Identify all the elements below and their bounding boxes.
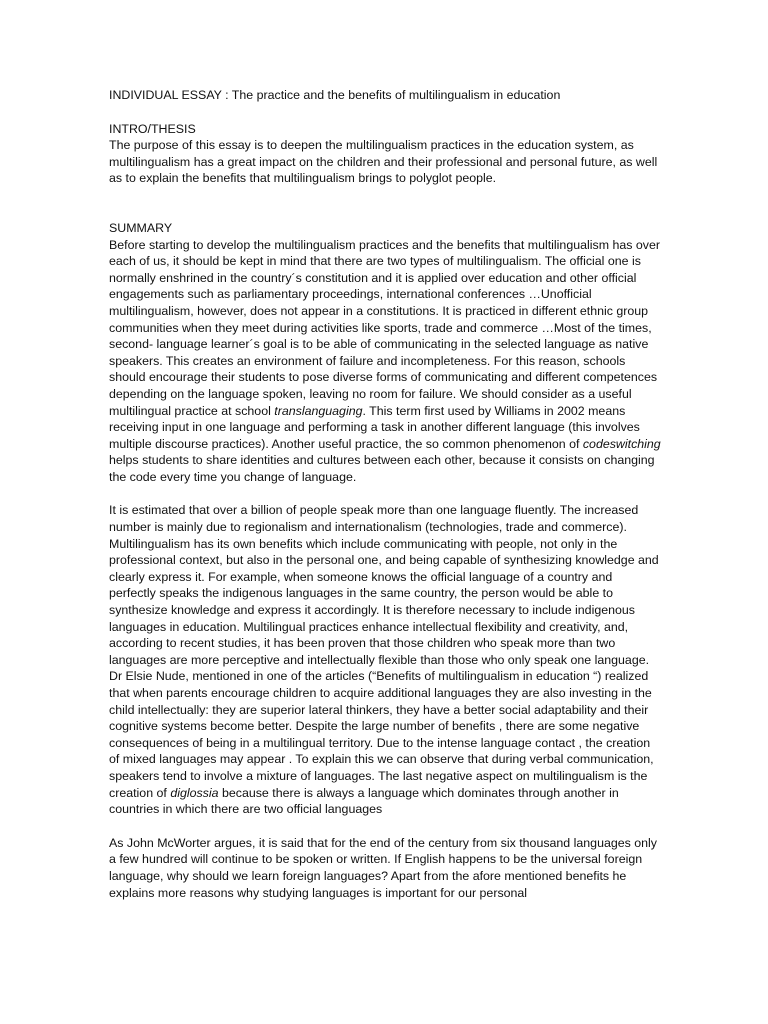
document-body <box>109 87 661 901</box>
term-codeswitching: codeswitching <box>582 436 661 451</box>
summary-paragraph-2 <box>109 502 661 817</box>
spacer <box>109 818 661 835</box>
essay-title: INDIVIDUAL ESSAY : The practice and the benefits of multilingualism in education <box>109 88 561 102</box>
paragraph-text: . This term first used by Williams in 2002 means receiving input in one language and performing a task in another different language (this involves multiple discourse practices). Another useful practice, the so common phenomenon of <box>109 403 640 451</box>
summary-paragraph-3: As John McWorter argues, it is said that for the end of the century from six thousand languages only a few hundred will continue to be spoken or written. If English happens to be the universal foreign language, why should we learn foreign languages? Apart from the afore mentioned benefits he explains more reasons why studying languages is important for our personal <box>109 835 658 900</box>
intro-heading: INTRO/THESIS <box>109 121 196 136</box>
spacer <box>109 485 661 502</box>
summary-paragraph-1 <box>109 237 661 486</box>
paragraph-text: because there is always a language which dominates through another in countries in which there are two official languages <box>109 785 619 817</box>
paragraph-text: It is estimated that over a billion of people speak more than one language fluently. The increased number is mainly due to regionalism and internationalism (technologies, trade and commerce). Multilingualism has its own benefits which include communicating with people, not only in the professional context, but also in the personal one, and being capable of synthesizing knowledge and clearly express it. For example, when someone knows the official language of a country and perfectly speaks the indigenous languages in the same country, the person would be able to synthesize knowledge and express it accordingly. It is therefore necessary to include indigenous languages in education. Multilingual practices enhance intellectual flexibility and creativity, and, according to recent studies, it has been proven that those children who speak more than two languages are more perceptive and intellectually flexible than those who only speak one language. Dr Elsie Nude, mentioned in one of the articles (“Benefits of multilingualism in education “) realized that when parents encourage children to acquire additional languages they are also investing in the child intellectually: they are superior lateral thinkers, they have a better social adaptability and their cognitive systems become better. Despite the large number of benefits , there are some negative consequences of being in a multilingual territory. Due to the intense language contact , the creation of mixed languages may appear . To explain this we can observe that during verbal communication, speakers tend to involve a mixture of languages. The last negative aspect on multilingualism is the creation of <box>109 503 659 800</box>
spacer <box>109 187 661 220</box>
summary-heading: SUMMARY <box>109 220 173 235</box>
paragraph-text: Before starting to develop the multilingualism practices and the benefits that multilingualism has over each of us, it should be kept in mind that there are two types of multilingualism. The official one is normally enshrined in the country´s constitution and it is applied over education and other official engagements such as parliamentary proceedings, international conferences …Unofficial multilingualism, however, does not appear in a constitutions. It is practiced in different ethnic group communities when they meet during activities like sports, trade and commerce …Most of the times, second- language learner´s goal is to be able of communicating in the selected language as native speakers. This creates an environment of failure and incompleteness. For this reason, schools should encourage their students to pose diverse forms of communicating and different competences depending on the language spoken, leaving no room for failure. We should consider as a useful multilingual practice at school <box>109 237 660 418</box>
intro-paragraph: The purpose of this essay is to deepen the multilingualism practices in the education system, as multilingualism has a great impact on the children and their professional and personal future, as well as to explain the benefits that multilingualism brings to polyglot people. <box>109 138 658 186</box>
term-diglossia: diglossia <box>170 785 219 800</box>
paragraph-text: helps students to share identities and cultures between each other, because it consists on changing the code every time you change of language. <box>109 453 655 484</box>
term-translanguaging: translanguaging <box>274 403 363 418</box>
spacer <box>109 104 661 121</box>
